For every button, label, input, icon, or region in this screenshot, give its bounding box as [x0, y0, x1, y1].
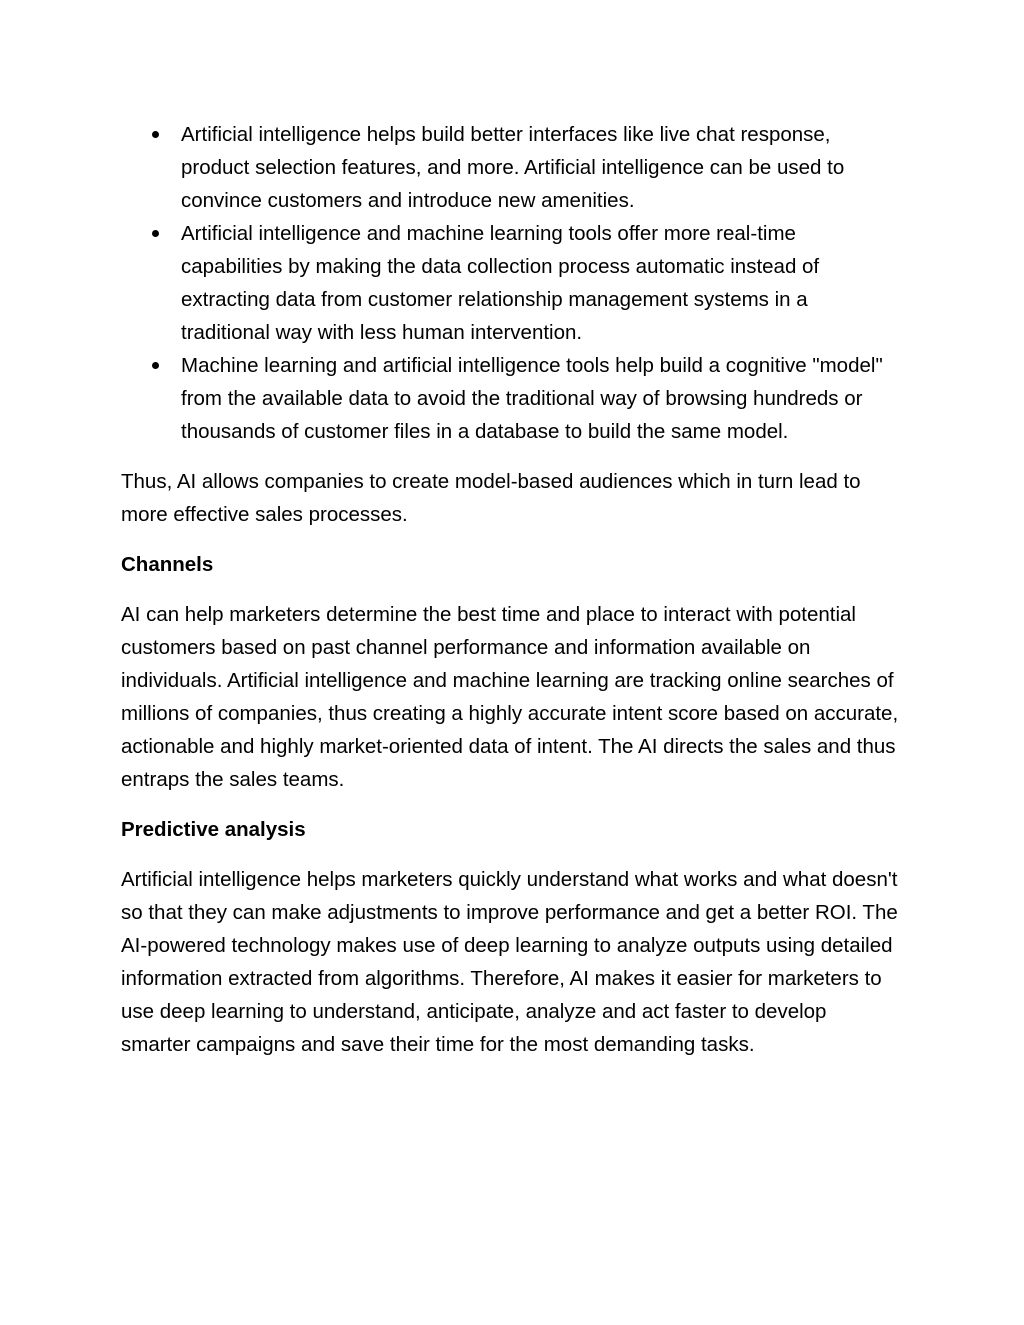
section-heading-predictive-analysis: Predictive analysis: [121, 818, 306, 841]
bullet-icon: [152, 131, 159, 138]
list-item: [121, 217, 901, 349]
bullet-list: [121, 118, 901, 448]
list-item-text: Artificial intelligence helps build better interfaces like live chat response, product selection features, and more. Artificial intelligence can be used to convince customers and introduce new amenities.: [181, 123, 845, 212]
document-content: [121, 118, 901, 1061]
section-heading-channels: Channels: [121, 553, 214, 576]
list-item-text: Artificial intelligence and machine learning tools offer more real-time capabilities by making the data collection process automatic instead of extracting data from customer relationship management systems in a traditional way with less human intervention.: [181, 222, 820, 344]
summary-paragraph: Thus, AI allows companies to create model-based audiences which in turn lead to more effective sales processes.: [121, 470, 861, 526]
bullet-icon: [152, 362, 159, 369]
bullet-icon: [152, 230, 159, 237]
list-item: [121, 118, 901, 217]
section-body-predictive-analysis: Artificial intelligence helps marketers quickly understand what works and what doesn't so that they can make adjustments to improve performance and get a better ROI. The AI-powered technology makes use of deep learning to analyze outputs using detailed information extracted from algorithms. Therefore, AI makes it easier for marketers to use deep learning to understand, anticipate, analyze and act faster to develop smarter campaigns and save their time for the most demanding tasks.: [121, 868, 898, 1056]
list-item-text: Machine learning and artificial intelligence tools help build a cognitive "model" from the available data to avoid the traditional way of browsing hundreds or thousands of customer files in a database to build the same model.: [181, 354, 883, 443]
list-item: [121, 349, 901, 448]
section-body-channels: AI can help marketers determine the best time and place to interact with potential customers based on past channel performance and information available on individuals. Artificial intelligence and machine learning are tracking online searches of millions of companies, thus creating a highly accurate intent score based on accurate, actionable and highly market-oriented data of intent. The AI directs the sales and thus entraps the sales teams.: [121, 603, 899, 791]
